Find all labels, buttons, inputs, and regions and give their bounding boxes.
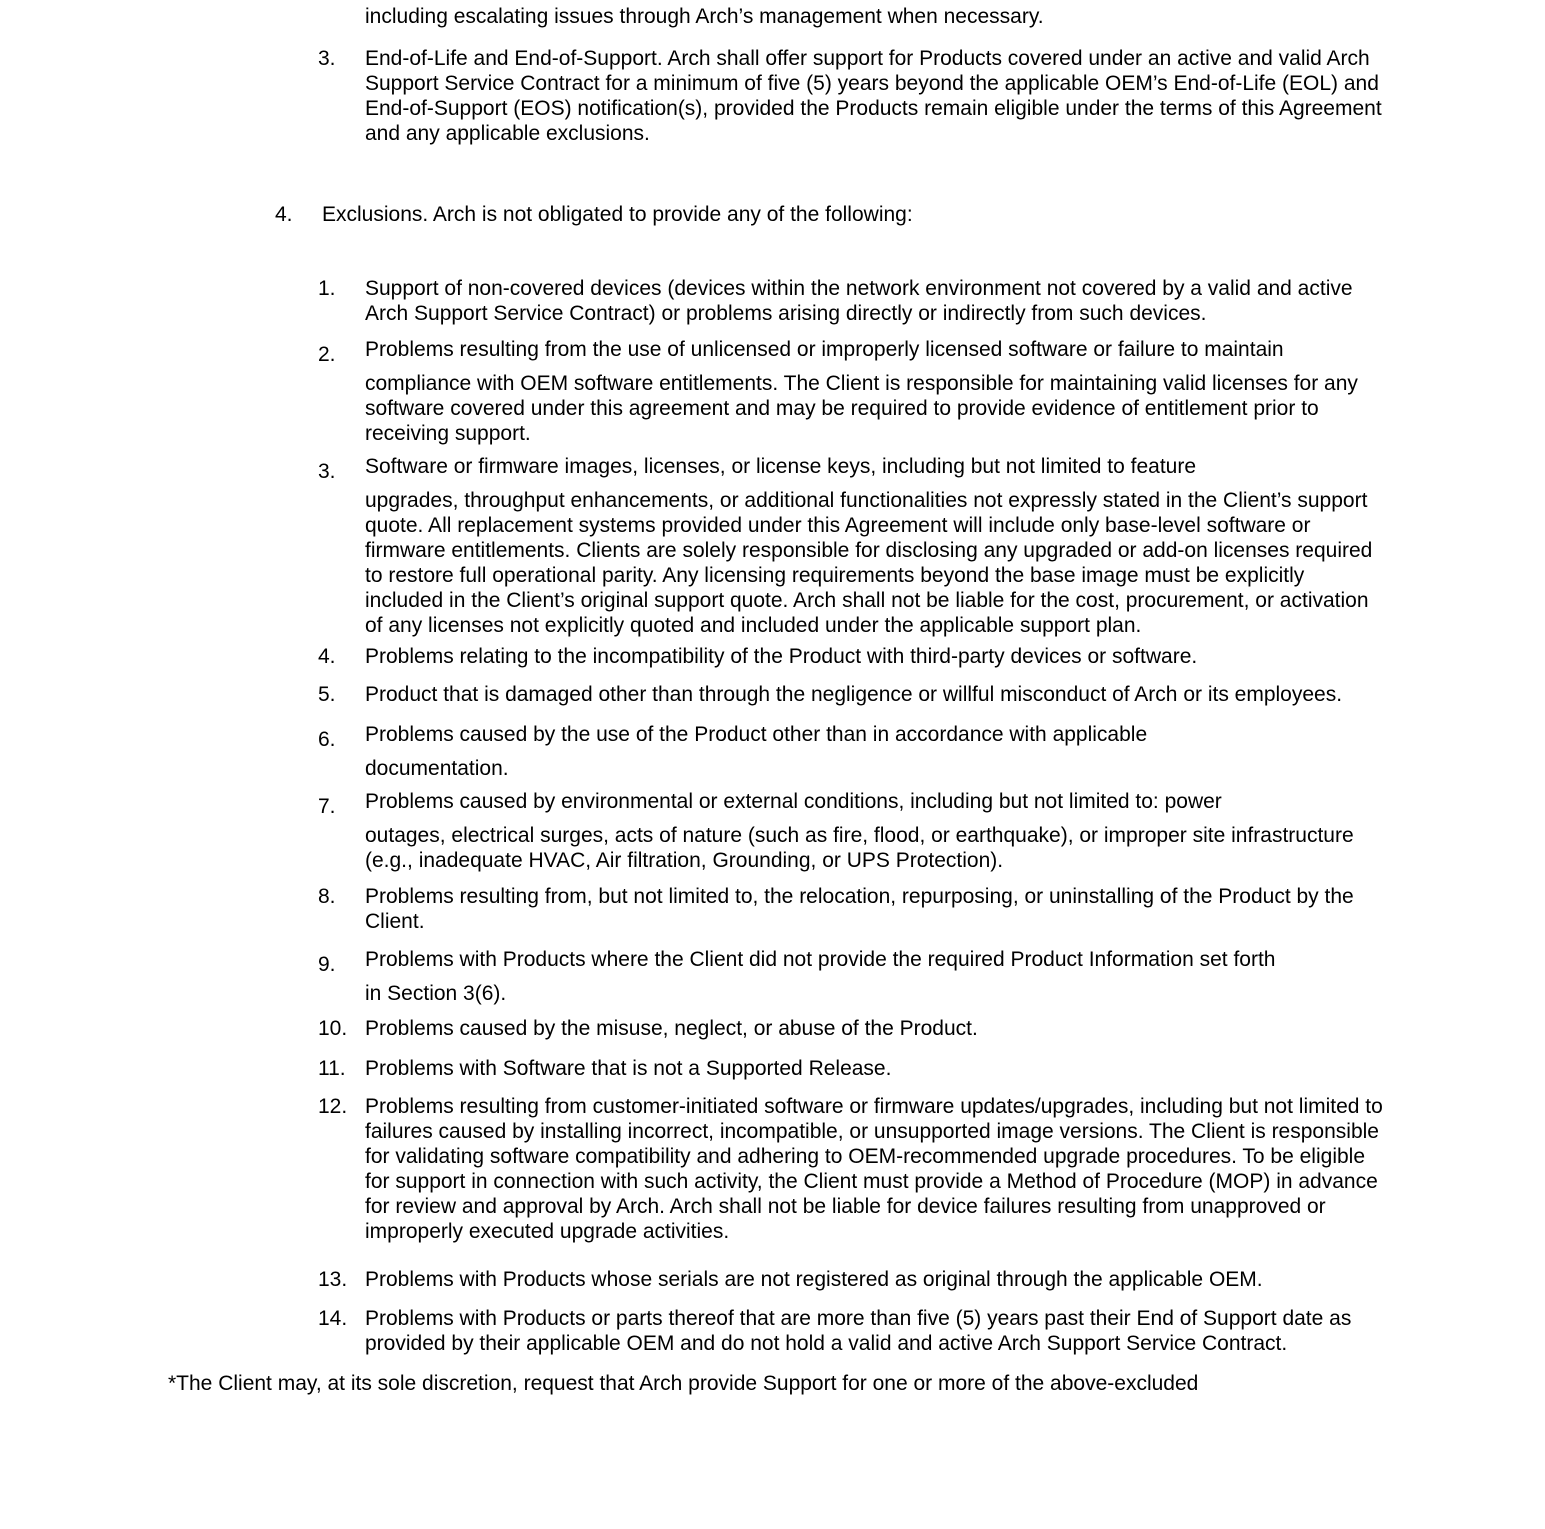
list-text-lead: Problems with Products where the Client did not provide the required Product Information set forth [365,948,1276,971]
list-number: 3. [318,47,336,70]
exclusion-item-2 [318,337,1545,446]
exclusion-item-14 [318,1306,1545,1356]
list-item-4-exclusions-heading [275,202,1545,227]
list-number: 11. [318,1057,346,1080]
list-number: 5. [318,683,336,706]
list-number: 12. [318,1095,348,1118]
exclusion-item-8 [318,884,1545,934]
exclusion-item-11 [318,1056,1545,1081]
exclusion-item-3 [318,454,1545,638]
list-number: 13. [318,1268,348,1291]
list-number: 3. [318,460,336,483]
list-number: 6. [318,728,336,751]
list-text: Problems relating to the incompatibility of the Product with third-party devices or software. [365,645,1198,668]
exclusion-item-13 [318,1267,1545,1292]
exclusion-item-10 [318,1016,1545,1041]
list-text [365,947,1385,1006]
list-text-rest: compliance with OEM software entitlements. The Client is responsible for maintaining valid licenses for any software covered under this agreement and may be required to provide evidence of entitlement prior to receiving support. [365,372,1358,445]
list-text: Problems with Software that is not a Supported Release. [365,1057,892,1080]
exclusion-item-5 [318,682,1545,707]
list-text-lead: Software or firmware images, licenses, or license keys, including but not limited to feature [365,455,1197,478]
list-number: 4. [318,645,336,668]
footnote: *The Client may, at its sole discretion, request that Arch provide Support for one or more of the above-excluded [168,1372,1199,1395]
list-number: 2. [318,343,336,366]
list-text-lead: Problems resulting from the use of unlicensed or improperly licensed software or failure to maintain [365,338,1284,361]
list-text: Problems resulting from customer-initiated software or firmware updates/upgrades, including but not limited to failures caused by installing incorrect, incompatible, or unsupported image versions. The Client is responsible for validating software compatibility and adhering to OEM-recommended upgrade procedures. To be eligible for support in connection with such activity, the Client must provide a Method of Procedure (MOP) in advance for review and approval by Arch. Arch shall not be liable for device failures resulting from unapproved or improperly executed upgrade activities. [365,1095,1383,1243]
list-text: Problems caused by the misuse, neglect, or abuse of the Product. [365,1017,978,1040]
list-text-rest: outages, electrical surges, acts of nature (such as fire, flood, or earthquake), or improper site infrastructure (e.g., inadequate HVAC, Air filtration, Grounding, or UPS Protection). [365,824,1354,872]
list-item-3 [318,46,1545,146]
exclusion-item-9 [318,947,1545,1006]
list-text: Support of non-covered devices (devices within the network environment not covered by a valid and active Arch Support Service Contract) or problems arising directly or indirectly from such devices. [365,277,1353,325]
list-number: 1. [318,277,336,300]
list-text-rest: in Section 3(6). [365,982,507,1005]
exclusion-item-1 [318,276,1545,326]
list-text [365,454,1385,638]
exclusion-item-12 [318,1094,1545,1244]
list-number: 9. [318,953,336,976]
list-text [365,337,1385,446]
list-number: 4. [275,203,293,226]
list-number: 7. [318,795,336,818]
document-page [0,4,1545,1396]
list-text-lead: Problems caused by the use of the Product other than in accordance with applicable [365,723,1148,746]
list-text: Problems with Products whose serials are not registered as original through the applicable OEM. [365,1268,1263,1291]
paragraph-continuation: including escalating issues through Arch’s management when necessary. [365,5,1044,28]
list-number: 8. [318,885,336,908]
list-text: Problems resulting from, but not limited to, the relocation, repurposing, or uninstalling of the Product by the Client. [365,885,1354,933]
list-number: 10. [318,1017,348,1040]
list-text [365,722,1385,781]
list-text-lead: Problems caused by environmental or external conditions, including but not limited to: power [365,790,1222,813]
list-text: Problems with Products or parts thereof that are more than five (5) years past their End of Support date as provided by their applicable OEM and do not hold a valid and active Arch Support Service Contract. [365,1307,1352,1355]
list-text: Exclusions. Arch is not obligated to provide any of the following: [322,203,913,226]
exclusion-item-7 [318,789,1545,873]
list-text: Product that is damaged other than through the negligence or willful misconduct of Arch or its employees. [365,683,1343,706]
list-text-rest: upgrades, throughput enhancements, or additional functionalities not expressly stated in the Client’s support quote. All replacement systems provided under this Agreement will include only base-level software or firmware entitlements. Clients are solely responsible for disclosing any upgraded or add-on licenses required to restore full operational parity. Any licensing requirements beyond the base image must be explicitly included in the Client’s original support quote. Arch shall not be liable for the cost, procurement, or activation of any licenses not explicitly quoted and included under the applicable support plan. [365,489,1373,637]
list-number: 14. [318,1307,348,1330]
list-text: End-of-Life and End-of-Support. Arch shall offer support for Products covered under an active and valid Arch Support Service Contract for a minimum of five (5) years beyond the applicable OEM’s End-of-Life (EOL) and End-of-Support (EOS) notification(s), provided the Products remain eligible under the terms of this Agreement and any applicable exclusions. [365,47,1382,145]
list-text [365,789,1385,873]
exclusion-item-6 [318,722,1545,781]
exclusion-item-4 [318,644,1545,669]
list-text-rest: documentation. [365,757,509,780]
